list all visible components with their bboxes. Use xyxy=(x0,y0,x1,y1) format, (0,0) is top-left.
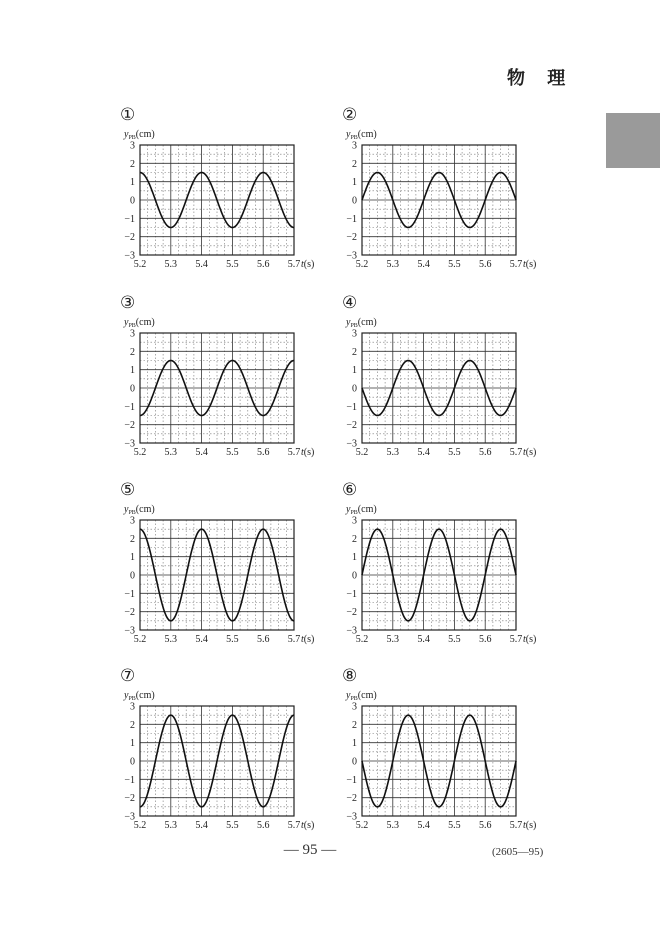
x-tick-label: 5.4 xyxy=(195,259,208,270)
y-tick-label: −1 xyxy=(346,401,357,413)
x-tick-label: 5.5 xyxy=(226,447,239,458)
x-axis-label: t(s) xyxy=(301,820,315,831)
x-tick-label: 5.6 xyxy=(256,820,270,831)
y-tick-label: −2 xyxy=(124,793,135,805)
y-axis-label: $y_{PB}(cm)$ xyxy=(346,504,377,516)
y-tick-label: −3 xyxy=(124,250,135,262)
x-tick-label: 5.2 xyxy=(133,634,147,645)
x-tick-label: 5.3 xyxy=(386,259,400,270)
y-axis-label: $y_{PB}(cm)$ xyxy=(346,317,377,329)
y-tick-label: −1 xyxy=(346,588,357,600)
x-tick-label: 5.2 xyxy=(355,634,369,645)
x-tick-label: 5.7 xyxy=(509,634,523,645)
x-tick-label: 5.6 xyxy=(478,447,492,458)
y-tick-label: −2 xyxy=(346,232,357,244)
page-number: — 95 — xyxy=(283,842,337,858)
y-tick-label: −3 xyxy=(346,250,357,262)
y-tick-label: 1 xyxy=(352,738,357,750)
x-tick-label: 5.5 xyxy=(226,634,239,645)
choice-number: ⑤ xyxy=(120,480,136,499)
x-tick-label: 5.3 xyxy=(386,820,400,831)
x-tick-label: 5.2 xyxy=(355,259,369,270)
x-tick-label: 5.3 xyxy=(164,259,178,270)
x-tick-label: 5.4 xyxy=(195,820,208,831)
y-tick-label: 2 xyxy=(130,533,135,545)
x-tick-label: 5.6 xyxy=(256,634,270,645)
x-tick-label: 5.5 xyxy=(226,820,239,831)
x-axis-label: t(s) xyxy=(523,259,537,270)
y-tick-label: 2 xyxy=(130,719,135,731)
y-axis-label: $y_{PB}(cm)$ xyxy=(346,690,377,702)
y-tick-label: −1 xyxy=(124,401,135,413)
y-tick-label: 2 xyxy=(352,346,357,358)
x-tick-label: 5.6 xyxy=(478,634,492,645)
x-tick-label: 5.2 xyxy=(133,447,147,458)
x-tick-label: 5.4 xyxy=(195,447,208,458)
y-tick-label: 3 xyxy=(130,140,135,152)
graph-choice-7 xyxy=(120,666,314,831)
y-tick-label: 3 xyxy=(130,515,135,527)
x-tick-label: 5.7 xyxy=(509,259,523,270)
y-tick-label: 2 xyxy=(352,533,357,545)
y-tick-label: −3 xyxy=(346,811,357,823)
x-axis-label: t(s) xyxy=(301,259,315,270)
y-tick-label: 1 xyxy=(130,365,135,377)
y-tick-label: −1 xyxy=(346,774,357,786)
x-tick-label: 5.4 xyxy=(417,259,430,270)
y-tick-label: 0 xyxy=(130,756,135,768)
x-tick-label: 5.6 xyxy=(256,447,270,458)
y-tick-label: 0 xyxy=(352,570,357,582)
y-tick-label: 3 xyxy=(352,701,357,713)
y-tick-label: −2 xyxy=(124,607,135,619)
x-tick-label: 5.4 xyxy=(417,634,430,645)
y-tick-label: 1 xyxy=(130,177,135,189)
x-tick-label: 5.2 xyxy=(133,259,147,270)
graph-choice-1 xyxy=(120,105,314,270)
x-tick-label: 5.6 xyxy=(478,820,492,831)
y-tick-label: 0 xyxy=(130,195,135,207)
x-tick-label: 5.4 xyxy=(195,634,208,645)
y-tick-label: −1 xyxy=(346,213,357,225)
y-tick-label: 2 xyxy=(352,719,357,731)
graph-choice-3 xyxy=(120,293,314,458)
y-tick-label: −3 xyxy=(124,438,135,450)
choice-number: ① xyxy=(120,105,136,124)
choice-number: ② xyxy=(342,105,358,124)
x-tick-label: 5.2 xyxy=(355,820,369,831)
y-tick-label: 2 xyxy=(130,346,135,358)
y-tick-label: −3 xyxy=(346,438,357,450)
y-tick-label: −1 xyxy=(124,588,135,600)
x-tick-label: 5.6 xyxy=(478,259,492,270)
x-tick-label: 5.7 xyxy=(287,447,301,458)
y-tick-label: 0 xyxy=(352,195,357,207)
y-tick-label: 3 xyxy=(130,701,135,713)
choice-number: ④ xyxy=(342,293,358,312)
y-axis-label: $y_{PB}(cm)$ xyxy=(346,129,377,141)
x-tick-label: 5.5 xyxy=(448,820,461,831)
y-tick-label: −2 xyxy=(124,420,135,432)
y-tick-label: 0 xyxy=(352,756,357,768)
x-tick-label: 5.3 xyxy=(386,447,400,458)
y-tick-label: 1 xyxy=(352,552,357,564)
y-tick-label: −2 xyxy=(346,793,357,805)
y-tick-label: 3 xyxy=(352,140,357,152)
y-tick-label: −3 xyxy=(124,625,135,637)
page-code: (2605—95) xyxy=(492,846,544,858)
y-tick-label: −2 xyxy=(346,420,357,432)
x-axis-label: t(s) xyxy=(301,447,315,458)
choice-number: ⑧ xyxy=(342,666,358,685)
x-tick-label: 5.7 xyxy=(287,634,301,645)
y-axis-label: $y_{PB}(cm)$ xyxy=(124,690,155,702)
y-axis-label: $y_{PB}(cm)$ xyxy=(124,317,155,329)
graph-choice-4 xyxy=(342,293,536,458)
y-tick-label: −1 xyxy=(124,213,135,225)
x-tick-label: 5.5 xyxy=(226,259,239,270)
y-tick-label: −3 xyxy=(124,811,135,823)
x-axis-label: t(s) xyxy=(523,820,537,831)
x-tick-label: 5.6 xyxy=(256,259,270,270)
y-tick-label: 0 xyxy=(130,570,135,582)
y-axis-label: $y_{PB}(cm)$ xyxy=(124,129,155,141)
y-tick-label: −2 xyxy=(346,607,357,619)
x-tick-label: 5.7 xyxy=(509,447,523,458)
y-tick-label: 2 xyxy=(352,158,357,170)
y-tick-label: 1 xyxy=(352,177,357,189)
x-tick-label: 5.7 xyxy=(509,820,523,831)
choice-number: ⑦ xyxy=(120,666,136,685)
x-tick-label: 5.5 xyxy=(448,447,461,458)
y-tick-label: −3 xyxy=(346,625,357,637)
y-tick-label: 1 xyxy=(130,738,135,750)
x-axis-label: t(s) xyxy=(301,634,315,645)
x-tick-label: 5.7 xyxy=(287,259,301,270)
x-tick-label: 5.2 xyxy=(133,820,147,831)
x-tick-label: 5.3 xyxy=(164,820,178,831)
x-axis-label: t(s) xyxy=(523,634,537,645)
x-tick-label: 5.4 xyxy=(417,447,430,458)
x-tick-label: 5.2 xyxy=(355,447,369,458)
x-tick-label: 5.7 xyxy=(287,820,301,831)
y-tick-label: 1 xyxy=(352,365,357,377)
y-tick-label: 3 xyxy=(130,328,135,340)
y-tick-label: 0 xyxy=(352,383,357,395)
x-tick-label: 5.4 xyxy=(417,820,430,831)
graph-choice-2 xyxy=(342,105,536,270)
choice-number: ⑥ xyxy=(342,480,358,499)
graph-choice-5 xyxy=(120,480,314,645)
graph-choice-6 xyxy=(342,480,536,645)
y-tick-label: −1 xyxy=(124,774,135,786)
y-tick-label: 3 xyxy=(352,515,357,527)
y-tick-label: 3 xyxy=(352,328,357,340)
y-tick-label: 1 xyxy=(130,552,135,564)
y-tick-label: 2 xyxy=(130,158,135,170)
y-axis-label: $y_{PB}(cm)$ xyxy=(124,504,155,516)
graph-choice-8 xyxy=(342,666,536,831)
x-tick-label: 5.3 xyxy=(386,634,400,645)
y-tick-label: −2 xyxy=(124,232,135,244)
choice-number: ③ xyxy=(120,293,136,312)
y-tick-label: 0 xyxy=(130,383,135,395)
x-tick-label: 5.3 xyxy=(164,447,178,458)
x-tick-label: 5.5 xyxy=(448,634,461,645)
subject-header: 物 理 xyxy=(507,68,574,89)
x-tick-label: 5.3 xyxy=(164,634,178,645)
x-axis-label: t(s) xyxy=(523,447,537,458)
x-tick-label: 5.5 xyxy=(448,259,461,270)
